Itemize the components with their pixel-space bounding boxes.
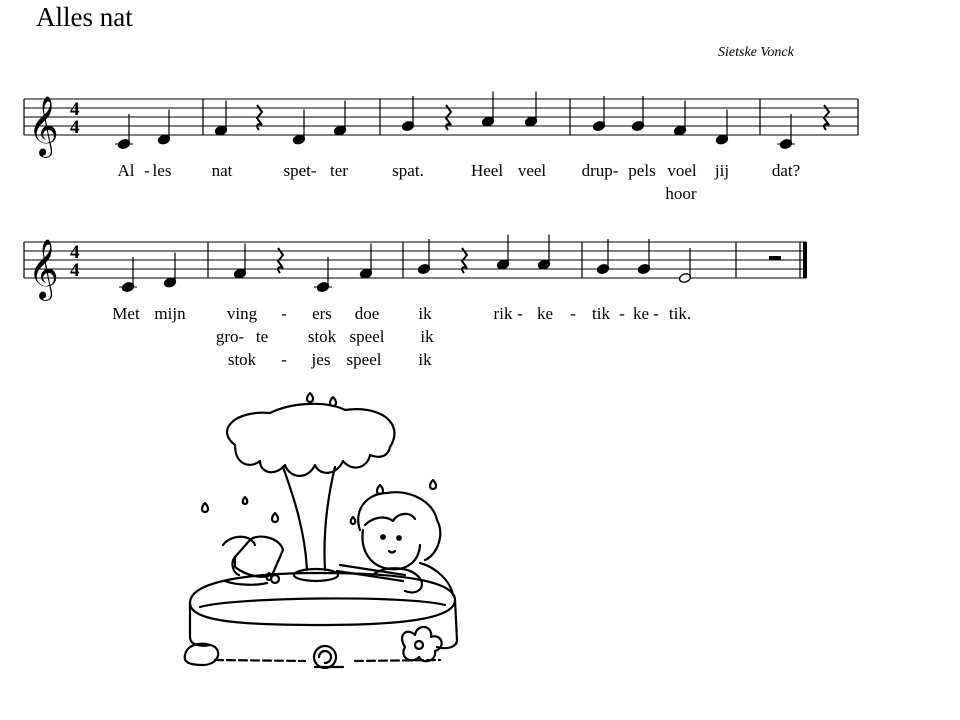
lyric-syllable: ke (632, 304, 650, 323)
lyric-syllable: ers (312, 304, 332, 323)
lyric-syllable: spet- (283, 161, 317, 180)
treble-clef-icon: 𝄞 (28, 239, 59, 299)
lyric-syllable: ik (418, 304, 432, 323)
child-face-icon (362, 530, 420, 569)
lyric-hyphen: - (570, 304, 576, 323)
lyric-syllable: tik. (668, 304, 692, 323)
time-signature-top: 4 (70, 99, 80, 120)
final-barline (803, 242, 807, 278)
lyric-syllable: doe (354, 304, 380, 323)
lyric-hyphen: - (619, 304, 625, 323)
treble-clef-icon: 𝄞 (28, 96, 59, 156)
lyric-syllable: nat (211, 161, 233, 180)
lyric-syllable: pels (628, 161, 656, 180)
time-signature-bottom: 4 (70, 117, 80, 138)
lyric-hyphen: - (517, 304, 523, 323)
lyric-hyphen: - (281, 304, 287, 323)
lyric-syllable: ke (536, 304, 554, 323)
lyric-syllable: speel (346, 350, 382, 369)
lyric-syllable: jes (311, 350, 331, 369)
lyric-syllable: veel (517, 161, 547, 180)
lyric-syllable: Met (112, 304, 140, 323)
lyric-syllable: speel (349, 327, 385, 346)
song-title: Alles nat (36, 2, 133, 32)
fountain-water-icon (227, 404, 394, 476)
time-signature-top: 4 (70, 242, 80, 263)
lyric-syllable: mijn (154, 304, 186, 323)
lyric-syllable: ik (420, 327, 434, 346)
lyric-syllable: voel (667, 161, 697, 180)
lyric-syllable: ik (418, 350, 432, 369)
lyric-hyphen: - (281, 350, 287, 369)
lyric-syllable: spat. (392, 161, 424, 180)
composer-name: Sietske Vonck (718, 45, 794, 60)
lyric-syllable: gro- (215, 327, 245, 346)
lyric-syllable: ving (226, 304, 258, 323)
bucket-icon (235, 537, 283, 577)
lyric-syllable: stok (307, 327, 337, 346)
lyric-syllable: te (255, 327, 269, 346)
lyric-syllable: Al (117, 161, 135, 180)
lyric-syllable: tik (592, 304, 610, 323)
lyric-syllable: dat? (771, 161, 801, 180)
lyric-syllable: Heel (470, 161, 504, 180)
fountain-child-illustration (175, 385, 470, 680)
lyric-syllable: hoor (665, 184, 697, 203)
snail-shell-icon (314, 646, 336, 668)
child-hair-icon (358, 492, 440, 560)
stone-icon (185, 644, 219, 665)
half-rest-icon (769, 256, 781, 260)
lyric-syllable: drup- (581, 161, 619, 180)
lyric-syllable: rik (493, 304, 513, 323)
lyric-hyphen: - (144, 161, 150, 180)
lyric-syllable: ter (330, 161, 348, 180)
lyric-syllable: jij (714, 161, 730, 180)
lyric-syllable: les (152, 161, 172, 180)
lyric-syllable: stok (227, 350, 257, 369)
time-signature-bottom: 4 (70, 260, 80, 281)
lyric-hyphen: - (653, 304, 659, 323)
